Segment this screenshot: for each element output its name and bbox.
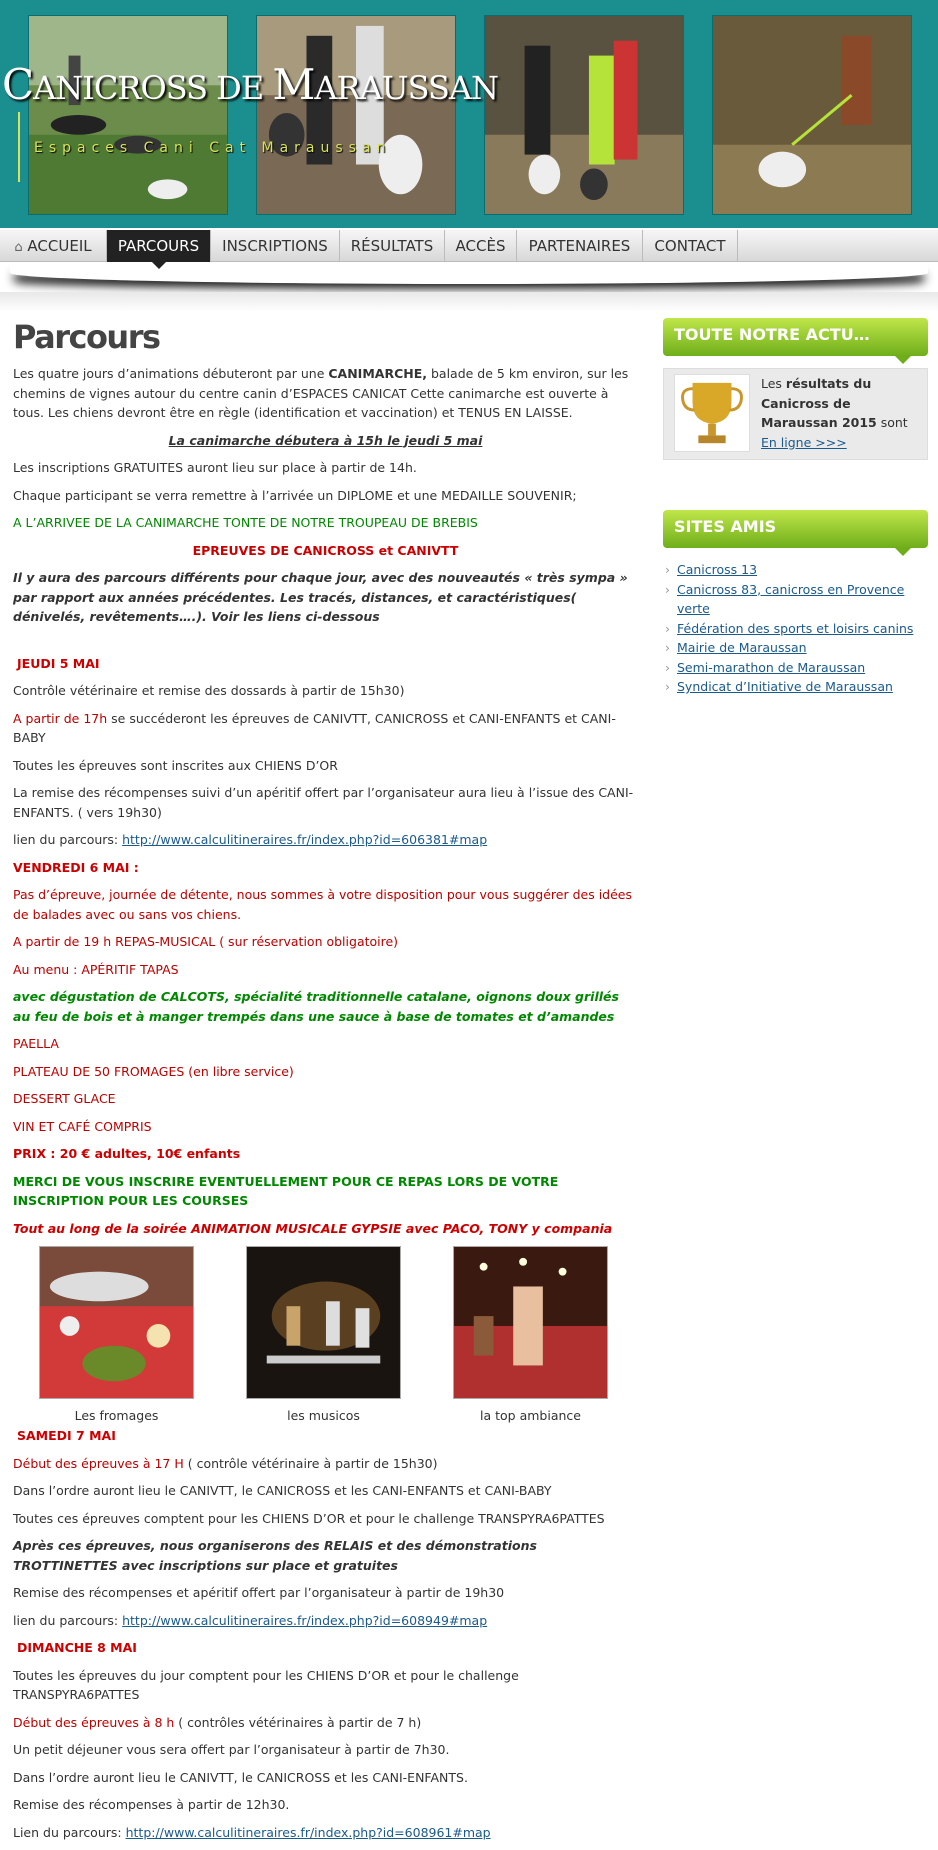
main-nav [0,230,938,262]
nav-item-parcours[interactable] [107,230,211,262]
friend-link-canicross13[interactable]: Canicross 13 [677,562,758,577]
actu-heading: TOUTE NOTRE ACTU… [663,318,928,356]
vendredi-title: VENDREDI 6 MAI : [13,859,139,875]
intro-canimarche: CANIMARCHE, [328,366,427,381]
photo-gallery [13,1246,638,1426]
samedi-title: SAMEDI 7 MAI [17,1428,116,1443]
canimarche-time: La canimarche débutera à 15h le jeudi 5 mai [168,432,483,448]
friend-link-semi-marathon[interactable]: Semi-marathon de Maraussan [677,659,866,675]
news-item [663,368,928,460]
nav-label: RÉSULTATS [350,237,434,255]
page-title: Parcours [13,318,160,356]
nav-label: PARCOURS [117,237,200,255]
friend-link-syndicat[interactable]: Syndicat d’Initiative de Maraussan [677,679,893,694]
samedi-time: Début des épreuves à 17 H [13,1455,184,1471]
nav-item-acces[interactable] [445,230,517,262]
samedi-line-2: Dans l’ordre auront lieu le CANIVTT, le CANICROSS et les CANI-ENFANTS et CANI-BABY [13,1483,552,1498]
intro-text: Les quatre jours d’animations débuteront par une [13,366,329,381]
gallery-caption: Les fromages [74,1408,159,1423]
nav-item-contact[interactable] [643,230,738,262]
list-item [663,658,928,678]
header-photo-1 [28,15,228,215]
gallery-item[interactable] [453,1246,608,1423]
list-item [663,560,928,580]
title-accent-bar [18,112,20,182]
link-label: lien du parcours: [13,832,123,847]
content-band [0,292,938,312]
jeudi-line-2-rest: se succéderont les épreuves de CANIVTT, CANICROSS et CANI-ENFANTS et CANI-BABY [13,710,616,745]
gallery-item[interactable] [246,1246,401,1423]
samedi-parcours-link[interactable]: http://www.calculitineraires.fr/index.php?id=608949#map [122,1612,488,1628]
nav-label: INSCRIPTIONS [222,237,328,255]
site-title[interactable] [2,60,498,109]
link-label: lien du parcours: [13,1612,123,1628]
friend-link-federation[interactable]: Fédération des sports et loisirs canins [677,620,914,636]
dimanche-link-line [13,1823,638,1843]
header-photo-3 [484,15,684,215]
news-text-c: sont [876,415,908,430]
dimanche-line-1: Toutes les épreuves du jour comptent pour les CHIENS D’OR et pour le challenge TRANSPYRA6PATTES [13,1667,519,1702]
jeudi-line-2 [13,709,638,748]
vendredi-line-4: avec dégustation de CALCOTS, spécialité traditionnelle catalane, oignons doux grillés au feu de bois et à manger trempés dans une sauce à base de tomates et d’amandes [13,989,619,1024]
vendredi-line-6: PLATEAU DE 50 FROMAGES (en libre service) [13,1063,294,1079]
sites-amis-list [663,560,928,697]
list-item [663,580,928,619]
news-link[interactable]: En ligne >>> [761,434,847,450]
list-item [663,638,928,658]
sites-amis-heading: SITES AMIS [663,510,928,548]
title-cap-1: C [2,60,34,109]
trophy-thumbnail[interactable] [674,374,750,452]
dimanche-time: Début des épreuves à 8 h [13,1714,175,1730]
dimanche-line-2 [13,1713,638,1733]
samedi-line-4: Après ces épreuves, nous organiserons des RELAIS et des démonstrations TROTTINETTES avec inscriptions sur place et gratuites [13,1538,537,1573]
nav-item-partenaires[interactable] [517,230,643,262]
nav-label: PARTENAIRES [528,237,631,255]
epreuves-title: EPREUVES DE CANICROSS et CANIVTT [192,542,459,558]
vendredi-line-8: VIN ET CAFÉ COMPRIS [13,1118,152,1134]
vendredi-prix: PRIX : 20 € adultes, 10€ enfants [13,1146,241,1161]
nav-shadow [10,262,928,284]
musicos-photo [246,1246,401,1399]
gallery-item[interactable] [39,1246,194,1423]
vendredi-line-3: Au menu : APÉRITIF TAPAS [13,961,179,977]
link-label: Lien du parcours: [13,1824,126,1840]
samedi-line-1-rest: ( contrôle vétérinaire à partir de 15h30) [183,1455,438,1471]
jeudi-line-1: Contrôle vétérinaire et remise des dossards à partir de 15h30) [13,683,405,698]
intro-paragraph [13,364,638,423]
title-cap-2: M [272,60,315,109]
dimanche-line-4: Dans l’ordre auront lieu le CANIVTT, le CANICROSS et les CANI-ENFANTS. [13,1769,468,1785]
header-photo-4 [712,15,912,215]
samedi-line-1 [13,1454,638,1474]
nav-item-inscriptions[interactable] [211,230,340,262]
sidebar [663,318,928,697]
parcours-info: Il y aura des parcours différents pour chaque jour, avec des nouveautés « très sympa » par rapport aux années précédentes. Les tracés, distances, et caractéristiques( dénivelés, revêtements….). Voir les liens ci-dessous [13,570,628,624]
samedi-line-3: Toutes ces épreuves comptent pour les CHIENS D’OR et pour le challenge TRANSPYRA6PATTES [13,1510,605,1526]
intro-text-rest: balade de 5 km environ, sur les chemins de vignes autour du centre canin d’ESPACES CANICAT Cette canimarche est ouverte à tous. Les chiens devront être en règle (identification et vaccination) et TENUS EN LAISSE. [13,366,629,420]
nav-label: CONTACT [654,237,726,255]
nav-label: ACCUEIL [27,237,92,255]
jeudi-line-4: La remise des récompenses suivi d’un apéritif offert par l’organisateur aura lieu à l’issue des CANI-ENFANTS. ( vers 19h30) [13,785,634,820]
inscriptions-text: Les inscriptions GRATUITES auront lieu sur place à partir de 14h. [13,460,417,475]
title-rest-2: ARAUSSAN [314,69,499,107]
list-item [663,619,928,639]
gallery-caption: la top ambiance [480,1408,581,1423]
ambiance-photo [453,1246,608,1399]
nav-item-resultats[interactable] [340,230,445,262]
samedi-link-line [13,1611,638,1631]
jeudi-parcours-link[interactable]: http://www.calculitineraires.fr/index.php?id=606381#map [122,832,488,847]
friend-link-canicross83[interactable]: Canicross 83, canicross en Provence verte [677,581,905,616]
vendredi-animation: Tout au long de la soirée ANIMATION MUSICALE GYPSIE avec PACO, TONY y compania [13,1220,613,1236]
jeudi-link-line [13,830,638,850]
gallery-caption: les musicos [287,1408,360,1423]
news-text-bold: résultats du Canicross de Maraussan 2015 [761,376,877,430]
house-icon: ⌂ [14,240,23,255]
list-item [663,677,928,697]
header-photo-2 [256,15,456,215]
dimanche-line-5: Remise des récompenses à partir de 12h30. [13,1797,290,1812]
vendredi-line-1: Pas d’épreuve, journée de détente, nous sommes à votre disposition pour vous suggérer des idées de balades avec ou sans vos chiens. [13,887,633,922]
jeudi-time: A partir de 17h [13,710,108,726]
dimanche-title: DIMANCHE 8 MAI [17,1640,137,1655]
site-tagline: Espaces Cani Cat Maraussan [34,140,392,156]
diplome-text: Chaque participant se verra remettre à l’arrivée un DIPLOME et une MEDAILLE SOUVENIR; [13,487,577,503]
vendredi-line-7: DESSERT GLACE [13,1091,116,1106]
friend-link-mairie[interactable]: Mairie de Maraussan [677,640,807,655]
nav-item-accueil[interactable] [0,230,107,262]
trophy-icon [675,375,749,451]
title-rest-1: ANICROSS DE [33,69,273,107]
tonte-text: A L’ARRIVEE DE LA CANIMARCHE TONTE DE NOTRE TROUPEAU DE BREBIS [13,515,478,530]
vendredi-merci: MERCI DE VOUS INSCRIRE EVENTUELLEMENT POUR CE REPAS LORS DE VOTRE INSCRIPTION POUR LES COURSES [13,1173,559,1208]
dimanche-line-2-rest: ( contrôles vétérinaires à partir de 7 h) [174,1714,422,1730]
jeudi-title: JEUDI 5 MAI [17,655,100,671]
dimanche-parcours-link[interactable]: http://www.calculitineraires.fr/index.php?id=608961#map [125,1824,491,1840]
fromages-photo [39,1246,194,1399]
site-header [0,0,938,228]
samedi-line-5: Remise des récompenses et apéritif offert par l’organisateur à partir de 19h30 [13,1585,505,1600]
main-content [13,318,638,1850]
nav-label: ACCÈS [455,237,506,255]
vendredi-line-2: A partir de 19 h REPAS-MUSICAL ( sur réservation obligatoire) [13,934,399,949]
news-text-a: Les [761,376,786,391]
dimanche-line-3: Un petit déjeuner vous sera offert par l’organisateur à partir de 7h30. [13,1742,450,1757]
news-text [761,374,921,452]
vendredi-line-5: PAELLA [13,1036,59,1051]
jeudi-line-3: Toutes les épreuves sont inscrites aux CHIENS D’OR [13,757,338,773]
